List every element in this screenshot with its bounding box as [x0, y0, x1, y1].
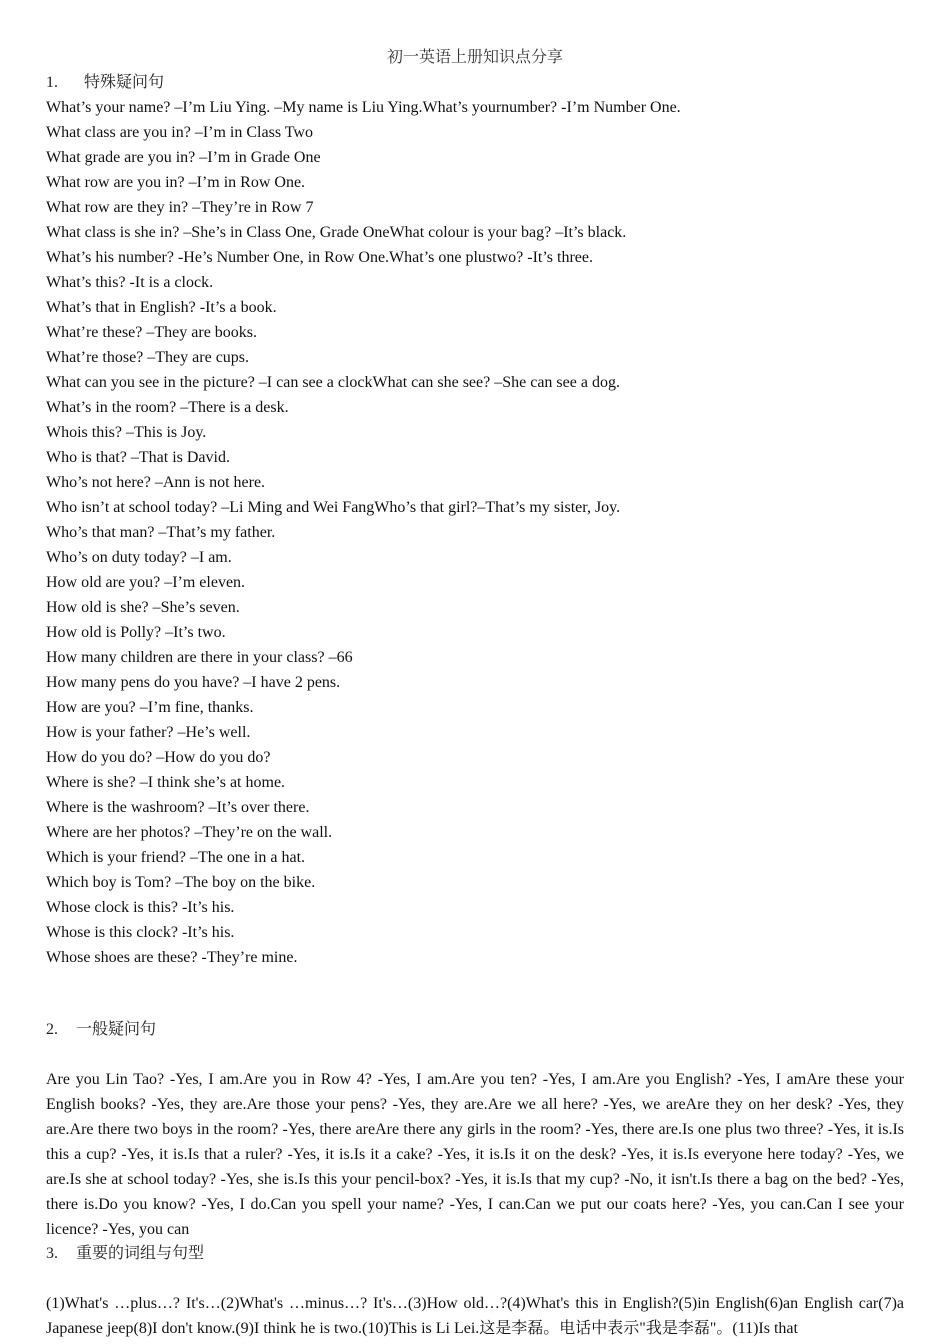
section-spacer [46, 1042, 904, 1067]
question-answer-line: How are you? –I’m fine, thanks. [46, 699, 254, 716]
question-answer-line: Whose shoes are these? -They’re mine. [46, 949, 298, 966]
section-3-number: 3. [46, 1245, 58, 1262]
section-1-title: 特殊疑问句 [84, 74, 165, 91]
question-answer-line: Where are her photos? –They’re on the wall. [46, 824, 333, 841]
question-answer-line: What’s your name? –I’m Liu Ying. –My name is Liu Ying.What’s yournumber? -I’m Number One. [46, 99, 681, 116]
question-answer-line: Who is that? –That is David. [46, 449, 230, 466]
question-answer-line: What’s his number? -He’s Number One, in Row One.What’s one plustwo? -It’s three. [46, 249, 593, 266]
question-answer-line: How old is Polly? –It’s two. [46, 624, 226, 641]
question-answer-line: Who’s that man? –That’s my father. [46, 524, 276, 541]
document-page [46, 45, 904, 1341]
section-3-heading [46, 1242, 904, 1266]
section-spacer [46, 1266, 904, 1291]
question-answer-line: What’s that in English? -It’s a book. [46, 299, 277, 316]
question-answer-line: Where is the washroom? –It’s over there. [46, 799, 310, 816]
question-answer-line: What’re these? –They are books. [46, 324, 258, 341]
section-3-title: 重要的词组与句型 [76, 1245, 205, 1262]
question-answer-line: Who isn’t at school today? –Li Ming and Wei FangWho’s that girl?–That’s my sister, Joy. [46, 499, 621, 516]
question-answer-line: Who’s on duty today? –I am. [46, 549, 232, 566]
question-answer-line: How do you do? –How do you do? [46, 749, 271, 766]
question-answer-line: Whois this? –This is Joy. [46, 424, 207, 441]
question-answer-line: What can you see in the picture? –I can see a clockWhat can she see? –She can see a dog. [46, 374, 620, 391]
section-1-number: 1. [46, 74, 58, 91]
section-2-title: 一般疑问句 [76, 1021, 157, 1038]
question-answer-line: Where is she? –I think she’s at home. [46, 774, 286, 791]
phrases-paragraph: (1)What's …plus…? It's…(2)What's …minus…? It's…(3)How old…?(4)What's this in English?(5)in English(6)an English car(7)a Japanese jeep(8)I don't know.(9)I think he is two.(10)This is Li Lei.这是李磊。电话中表示"我是李磊"。(11)Is that [46, 1295, 904, 1337]
question-answer-line: What’re those? –They are cups. [46, 349, 250, 366]
question-answer-line: What row are they in? –They’re in Row 7 [46, 199, 314, 216]
question-answer-line: Which boy is Tom? –The boy on the bike. [46, 874, 316, 891]
question-answer-line: What’s in the room? –There is a desk. [46, 399, 289, 416]
special-questions-list [46, 95, 904, 970]
question-answer-line: How is your father? –He’s well. [46, 724, 251, 741]
question-answer-line: What class are you in? –I’m in Class Two [46, 124, 313, 141]
document-title: 初一英语上册知识点分享 [386, 49, 563, 66]
section-2-number: 2. [46, 1021, 58, 1038]
question-answer-line: What’s this? -It is a clock. [46, 274, 214, 291]
question-answer-line: Whose clock is this? -It’s his. [46, 899, 235, 916]
question-answer-line: How many pens do you have? –I have 2 pens. [46, 674, 341, 691]
section-spacer [46, 970, 904, 1018]
question-answer-line: Whose is this clock? -It’s his. [46, 924, 235, 941]
question-answer-line: What grade are you in? –I’m in Grade One [46, 149, 321, 166]
question-answer-line: How old is she? –She’s seven. [46, 599, 240, 616]
question-answer-line: What row are you in? –I’m in Row One. [46, 174, 306, 191]
section-2-heading [46, 1018, 904, 1042]
question-answer-line: How old are you? –I’m eleven. [46, 574, 246, 591]
question-answer-line: Which is your friend? –The one in a hat. [46, 849, 306, 866]
question-answer-line: What class is she in? –She’s in Class One, Grade OneWhat colour is your bag? –It’s black. [46, 224, 627, 241]
section-1-heading [46, 71, 904, 95]
question-answer-line: Who’s not here? –Ann is not here. [46, 474, 266, 491]
general-questions-paragraph: Are you Lin Tao? -Yes, I am.Are you in Row 4? -Yes, I am.Are you ten? -Yes, I am.Are you English? -Yes, I amAre these your English books? -Yes, they are.Are those your pens? -Yes, they are.Are we all here? -Yes, we areAre they on her desk? -Yes, they are.Are there two boys in the room? -Yes, there areAre there any girls in the room? -Yes, there are.Is one plus two three? -Yes, it is.Is this a cup? -Yes, it is.Is that a ruler? -Yes, it is.Is it a cake? -Yes, it is.Is it on the desk? -Yes, it is.Is everyone here today? -Yes, we are.Is she at school today? -Yes, she is.Is this your pencil-box? -Yes, it is.Is that my cup? -No, it isn't.Is there a bag on the bed? -Yes, there is.Do you know? -Yes, I do.Can you spell your name? -Yes, I can.Can we put our coats here? -Yes, you can.Can I see your licence? -Yes, you can [46, 1071, 904, 1238]
question-answer-line: How many children are there in your class? –66 [46, 649, 353, 666]
